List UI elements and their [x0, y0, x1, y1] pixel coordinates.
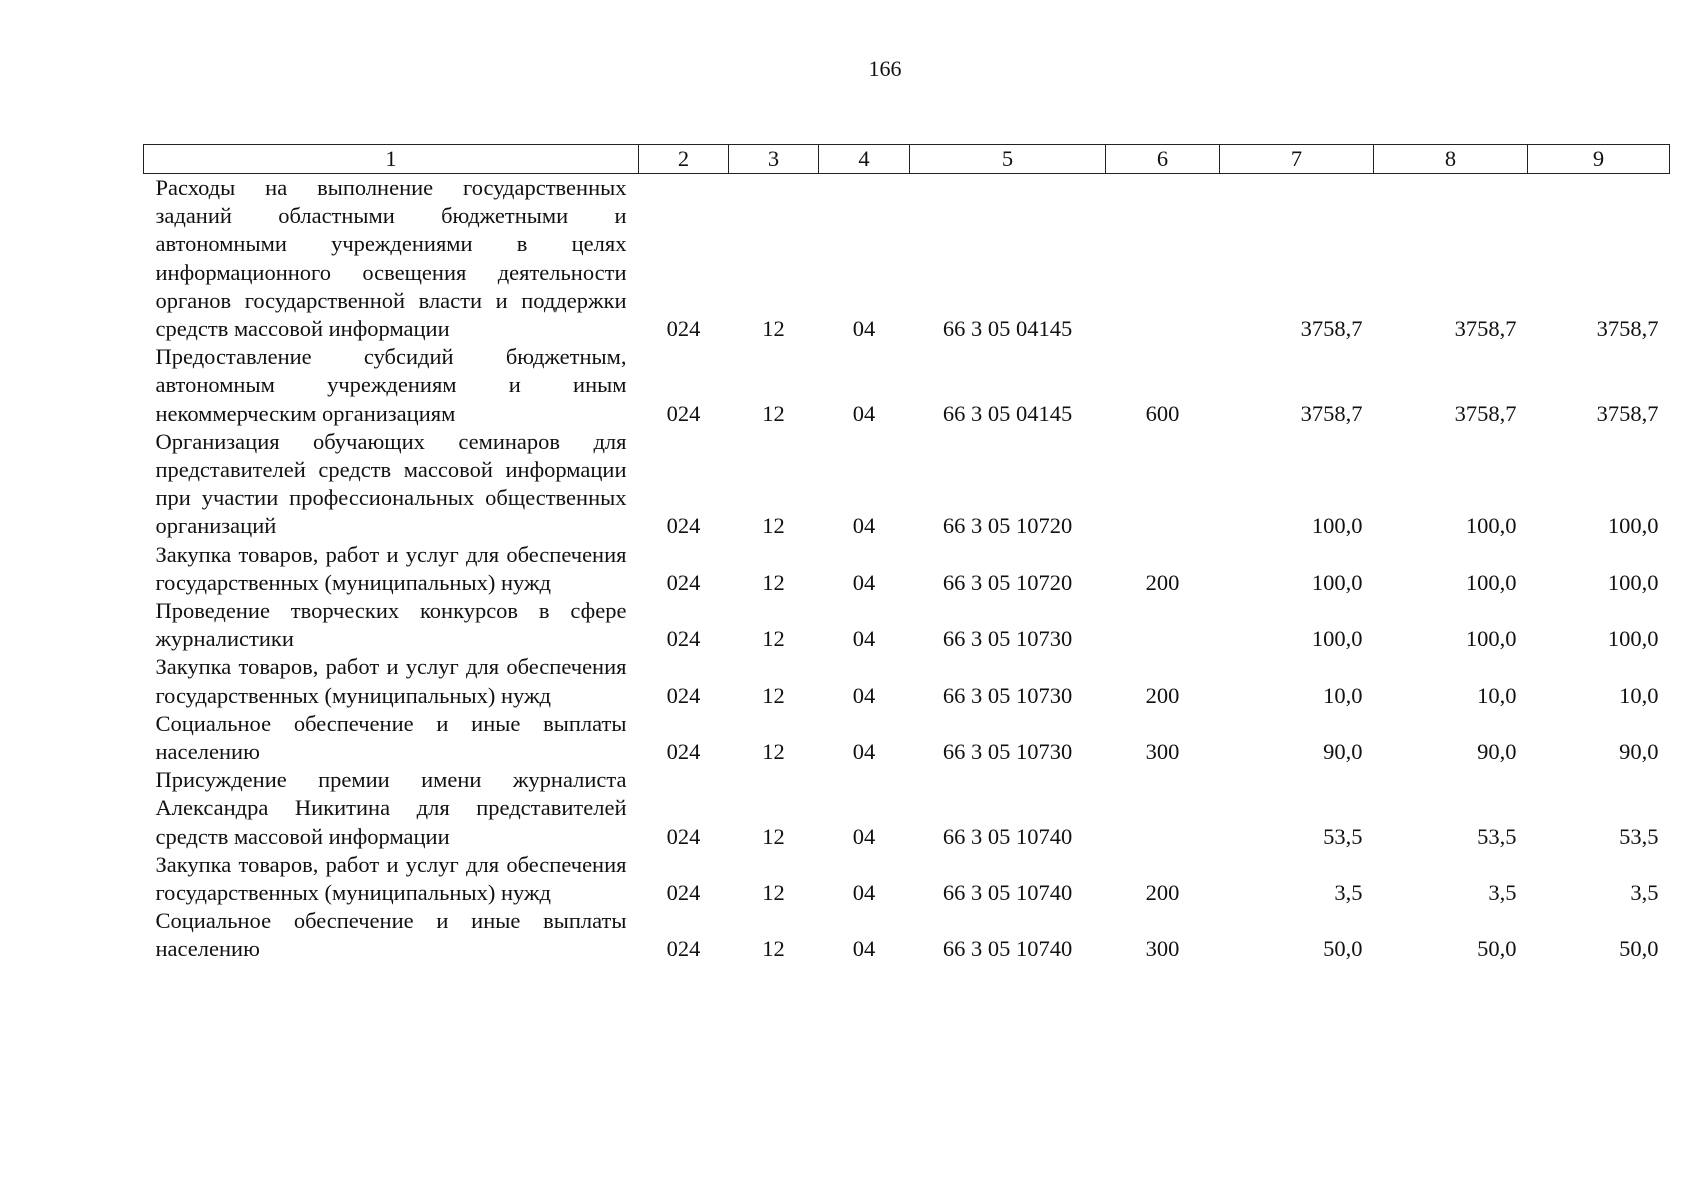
table-row [144, 428, 1670, 541]
column-number-header [144, 145, 1670, 174]
ministry-code: 024 [666, 739, 701, 765]
row-name: Закупка товаров, работ и услуг для обеспечения государственных (муниципальных) нужд [155, 541, 627, 595]
target-article-code: 66 3 05 10740 [942, 880, 1073, 906]
expense-type-code [1106, 766, 1220, 851]
section-code: 12 [762, 823, 785, 849]
table-row [144, 907, 1670, 963]
table-row [144, 710, 1670, 766]
ministry-code: 024 [666, 823, 701, 849]
amount-col-9: 10,0 [1619, 682, 1659, 708]
ministry-code: 024 [666, 569, 701, 595]
expense-type-code [1106, 174, 1220, 344]
expense-type-code: 300 [1145, 739, 1180, 765]
section-code: 12 [762, 880, 785, 906]
subsection-code: 04 [852, 880, 876, 906]
ministry-code: 024 [666, 626, 701, 652]
amount-col-9: 90,0 [1619, 739, 1659, 765]
section-code: 12 [762, 569, 785, 595]
row-name: Расходы на выполнение государственных заданий областными бюджетными и автономными учреждениями в целях информационного освещения деятельности органов государственной власти и поддержки средств массовой информации [155, 175, 627, 342]
expense-type-code: 200 [1145, 569, 1180, 595]
amount-col-9: 100,0 [1607, 513, 1659, 539]
row-name: Закупка товаров, работ и услуг для обеспечения государственных (муниципальных) нужд [155, 851, 627, 906]
amount-col-9: 100,0 [1607, 569, 1659, 595]
subsection-code: 04 [852, 569, 876, 595]
ministry-code: 024 [666, 936, 701, 962]
amount-col-9: 53,5 [1619, 823, 1659, 849]
table-row [144, 851, 1670, 907]
section-code: 12 [762, 626, 785, 652]
header-col-4: 4 [819, 145, 910, 174]
amount-col-8: 90,0 [1477, 739, 1517, 765]
expense-type-code [1106, 428, 1220, 541]
section-code: 12 [762, 400, 785, 426]
section-code: 12 [762, 316, 785, 342]
header-col-5: 5 [910, 145, 1106, 174]
expense-type-code [1106, 597, 1220, 653]
ministry-code: 024 [666, 400, 701, 426]
subsection-code: 04 [852, 682, 876, 708]
row-name: Социальное обеспечение и иные выплаты населению [155, 710, 627, 765]
target-article-code: 66 3 05 04145 [942, 316, 1073, 342]
expense-type-code: 200 [1145, 682, 1180, 708]
row-name: Организация обучающих семинаров для представителей средств массовой информации при участии профессиональных общественных организаций [155, 428, 627, 539]
amount-col-8: 10,0 [1477, 682, 1517, 708]
amount-col-7: 3,5 [1334, 880, 1363, 906]
section-code: 12 [762, 936, 785, 962]
target-article-code: 66 3 05 10720 [942, 513, 1073, 539]
subsection-code: 04 [852, 513, 876, 539]
header-col-1: 1 [144, 145, 639, 174]
subsection-code: 04 [852, 823, 876, 849]
row-name: Проведение творческих конкурсов в сфере журналистики [155, 598, 627, 652]
header-col-2: 2 [639, 145, 729, 174]
amount-col-8: 50,0 [1477, 936, 1517, 962]
ministry-code: 024 [666, 682, 701, 708]
header-col-9: 9 [1528, 145, 1670, 174]
amount-col-8: 3758,7 [1454, 400, 1517, 426]
amount-col-8: 3,5 [1488, 880, 1517, 906]
amount-col-8: 100,0 [1465, 513, 1517, 539]
row-name: Предоставление субсидий бюджетным, автономным учреждениям и иным некоммерческим организациям [155, 344, 627, 426]
amount-col-9: 3,5 [1630, 880, 1659, 906]
amount-col-7: 10,0 [1323, 682, 1363, 708]
subsection-code: 04 [852, 626, 876, 652]
amount-col-9: 50,0 [1619, 936, 1659, 962]
table-row [144, 174, 1670, 344]
table-row [144, 343, 1670, 428]
amount-col-8: 100,0 [1465, 626, 1517, 652]
amount-col-9: 3758,7 [1596, 316, 1659, 342]
expense-type-code: 300 [1145, 936, 1180, 962]
row-name: Присуждение премии имени журналиста Александра Никитина для представителей средств массовой информации [155, 767, 627, 849]
ministry-code: 024 [666, 316, 701, 342]
table-row [144, 597, 1670, 653]
amount-col-9: 3758,7 [1596, 400, 1659, 426]
amount-col-8: 100,0 [1465, 569, 1517, 595]
target-article-code: 66 3 05 10740 [942, 823, 1073, 849]
amount-col-9: 100,0 [1607, 626, 1659, 652]
section-code: 12 [762, 682, 785, 708]
target-article-code: 66 3 05 10730 [942, 739, 1073, 765]
amount-col-8: 3758,7 [1454, 316, 1517, 342]
subsection-code: 04 [852, 316, 876, 342]
subsection-code: 04 [852, 739, 876, 765]
subsection-code: 04 [852, 400, 876, 426]
row-name: Закупка товаров, работ и услуг для обеспечения государственных (муниципальных) нужд [155, 654, 627, 708]
amount-col-7: 53,5 [1323, 823, 1363, 849]
budget-table [143, 144, 1670, 964]
section-code: 12 [762, 513, 785, 539]
amount-col-7: 3758,7 [1300, 316, 1363, 342]
header-col-7: 7 [1220, 145, 1374, 174]
expense-type-code: 200 [1145, 880, 1180, 906]
target-article-code: 66 3 05 10730 [942, 682, 1073, 708]
target-article-code: 66 3 05 04145 [942, 400, 1073, 426]
target-article-code: 66 3 05 10740 [942, 936, 1073, 962]
amount-col-7: 100,0 [1311, 626, 1363, 652]
amount-col-7: 100,0 [1311, 513, 1363, 539]
header-col-6: 6 [1106, 145, 1220, 174]
section-code: 12 [762, 739, 785, 765]
amount-col-7: 50,0 [1323, 936, 1363, 962]
ministry-code: 024 [666, 513, 701, 539]
amount-col-7: 90,0 [1323, 739, 1363, 765]
amount-col-7: 100,0 [1311, 569, 1363, 595]
subsection-code: 04 [852, 936, 876, 962]
row-name: Социальное обеспечение и иные выплаты населению [155, 908, 627, 962]
table-row [144, 766, 1670, 851]
header-col-3: 3 [729, 145, 819, 174]
target-article-code: 66 3 05 10720 [942, 569, 1073, 595]
ministry-code: 024 [666, 880, 701, 906]
table-row [144, 541, 1670, 597]
table-row [144, 653, 1670, 709]
amount-col-8: 53,5 [1477, 823, 1517, 849]
page-number: 166 [868, 56, 902, 81]
amount-col-7: 3758,7 [1300, 400, 1363, 426]
header-col-8: 8 [1374, 145, 1528, 174]
expense-type-code: 600 [1145, 400, 1180, 426]
target-article-code: 66 3 05 10730 [942, 626, 1073, 652]
